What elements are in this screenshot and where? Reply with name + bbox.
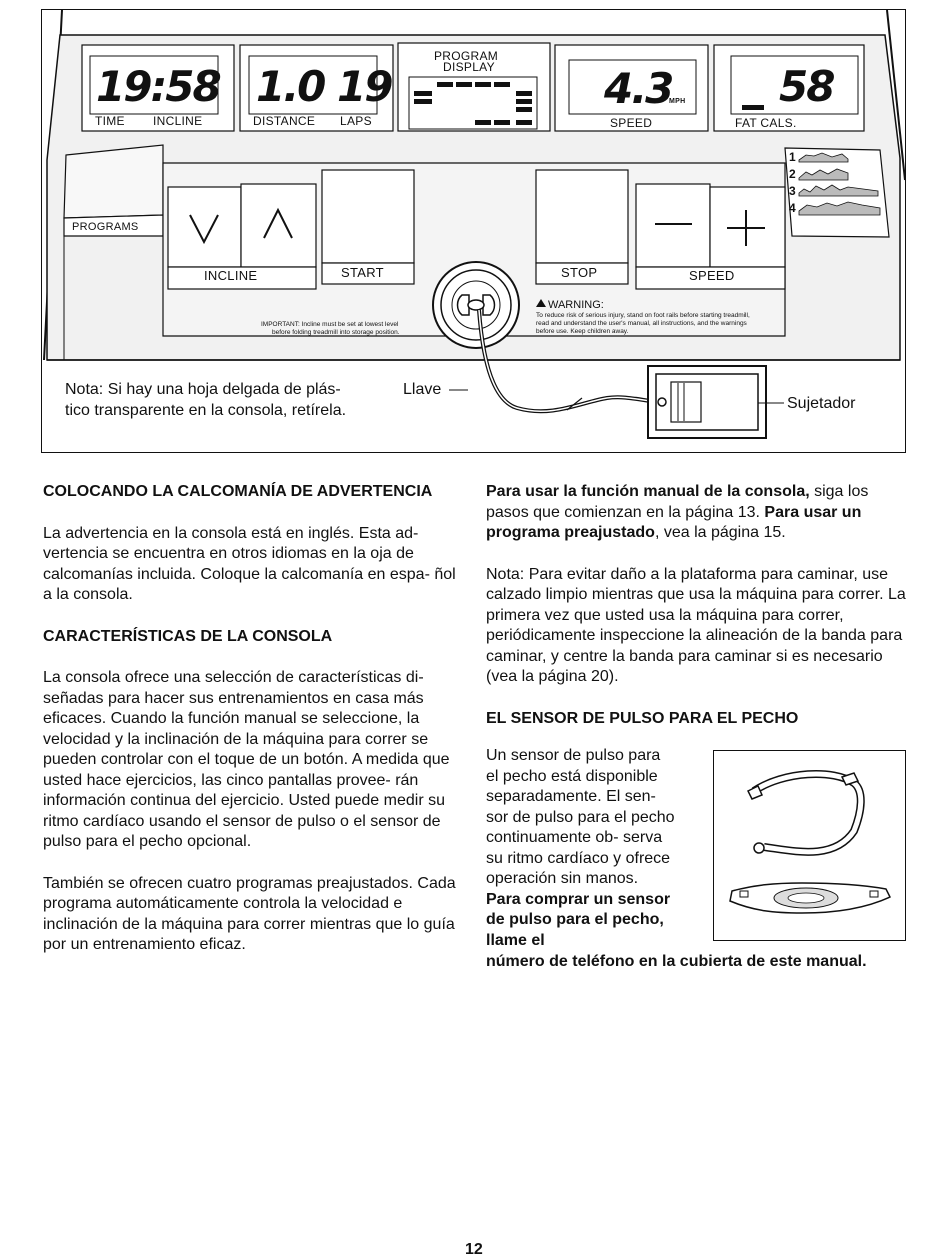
start-button-label: START [341,265,384,280]
warning-line2: read and understand the user's manual, all instructions, and the warnings [536,320,747,327]
section-heading-console-features: CARACTERÍSTICAS DE LA CONSOLA [43,627,333,645]
manual-mode-bold: Para usar la función manual de la consola, [486,483,810,500]
chest-sensor-paragraph [486,746,676,951]
figure-note-line1: Nota: Si hay una hoja delgada de plás- [65,381,341,398]
time-display-value: 19:58 [96,62,220,111]
program-number-4: 4 [789,201,796,215]
section-heading-warning-decal: COLOCANDO LA CALCOMANÍA DE ADVERTENCIA [43,483,433,500]
paragraph-warning-decal: La advertencia en la consola está en inglés. Esta ad- vertencia se encuentra en otros idiomas en la oja de calcomanías incluida. Coloque la calcomanía en espa- ñol a la consola. [43,524,456,603]
speed-display-label: SPEED [610,116,653,130]
distance-label: DISTANCE [253,114,316,128]
console-figure [41,9,906,453]
fat-cals-label: FAT CALS. [735,116,797,130]
speed-button-label: SPEED [689,268,735,283]
chest-strap-drawing [714,751,904,939]
program-number-1: 1 [789,150,796,164]
stop-button-label: STOP [561,265,598,280]
warning-line3: before use. Keep children away. [536,328,629,335]
page-number: 12 [465,1241,483,1258]
preset-program-text: , vea la página 15. [654,524,786,541]
key-callout: Llave [403,381,442,398]
preset-program-bold: Para usar un programa preajustado [486,503,862,541]
paragraph-walking-belt-note: Nota: Para evitar daño a la plataforma para caminar, use calzado limpio mientras que usa la máquina para correr. La primera vez que usted usa la máquina para correr, periódicamente inspeccione la alineación de la banda para caminar, y centre la banda para caminar si es necesario (vea la página 20). [486,565,906,685]
warning-title: WARNING: [548,299,604,311]
chest-sensor-text: Un sensor de pulso para el pecho está disponible separadamente. El sen- sor de pulso para el pecho continuamente ob- serva su ritmo cardíaco y ofrece operación sin manos. [486,747,675,887]
chest-sensor-last-line [486,952,906,973]
manual-mode-text: siga los pasos que comienzan en la página 13. [486,483,869,521]
warning-line1: To reduce risk of serious injury, stand on foot rails before starting treadmill, [536,312,750,319]
chest-sensor-bold-1: Para comprar un sensor de pulso para el pecho, llame el [486,890,671,949]
speed-display-value: 4.3 [604,64,673,113]
chest-sensor-bold-2: número de teléfono en la cubierta de este manual. [486,953,867,970]
paragraph-manual-mode [486,482,906,544]
time-label: TIME [95,114,125,128]
important-label-line1: IMPORTANT: Incline must be set at lowest level [261,321,399,328]
paragraph-preset-programs: También se ofrecen cuatro programas preajustados. Cada programa automáticamente controla la velocidad e inclinación de la máquina para correr mientras que lo guía por un entrenamiento eficaz. [43,874,456,953]
laps-label: LAPS [340,114,372,128]
program-number-2: 2 [789,167,796,181]
paragraph-console-features: La consola ofrece una selección de características di- señadas para hacer sus entrenamientos en casa más eficaces. Cuando la función manual se seleccione, la velocidad y la inclinación de la máquina para correr se pueden controlar con el toque de un botón. A medida que usted hace ejercicios, las cinco pantallas provee- rán información continua del ejercicio. Usted puede medir su ritmo cardíaco usando el sensor de pulso o el sensor de pulso para el pecho opcional. [43,669,450,850]
fat-cals-underscore [742,105,764,110]
incline-display-label: INCLINE [153,114,203,128]
chest-strap-illustration [713,750,906,941]
section-heading-chest-sensor: EL SENSOR DE PULSO PARA EL PECHO [486,709,799,727]
programs-label: PROGRAMS [72,221,139,233]
left-column [43,482,463,977]
important-label-line2: before folding treadmill into storage position. [272,329,400,336]
speed-unit: MPH [669,98,686,105]
figure-note-line2: tico transparente en la consola, retírela. [65,402,347,419]
fat-cals-display-value: 58 [779,62,834,111]
program-display-title: PROGRAM [434,49,499,63]
clip-callout: Sujetador [787,395,856,412]
distance-display-value: 1.0 19 [256,62,392,111]
program-display-subtitle: DISPLAY [443,60,495,74]
program-number-3: 3 [789,184,796,198]
incline-button-label: INCLINE [204,268,258,283]
right-column [486,482,906,750]
